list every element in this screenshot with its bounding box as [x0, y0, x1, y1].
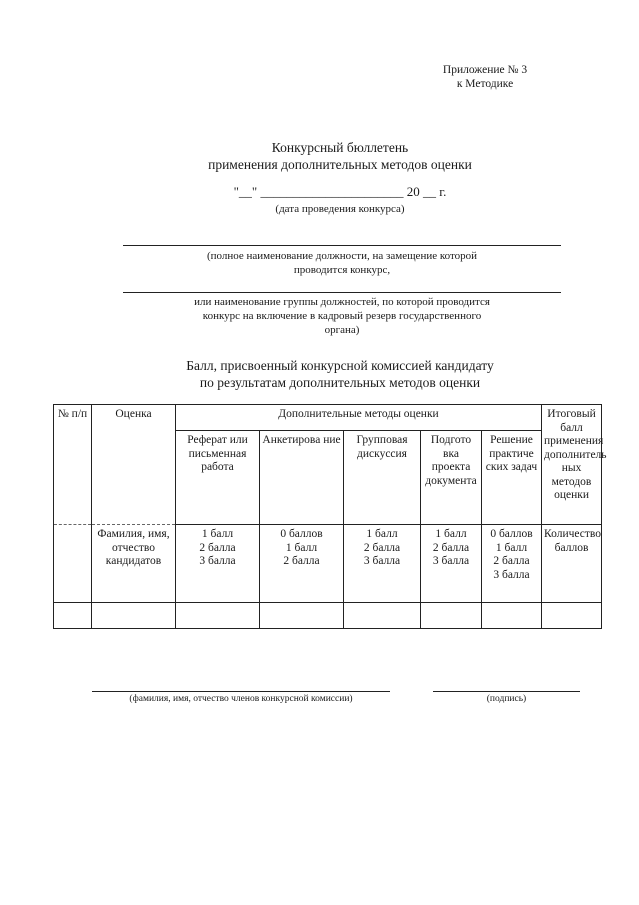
blank-cell [344, 603, 421, 629]
date-caption: (дата проведения конкурса) [275, 203, 405, 215]
appendix-line1: Приложение № 3 [442, 64, 528, 76]
position-caption-line2: проводится конкурс, [293, 264, 391, 276]
position-name-line [123, 245, 561, 246]
method-survey: Анкетирова ние [260, 431, 344, 525]
signature-line [433, 691, 580, 692]
score-essay: 1 балл 2 балла 3 балла [176, 525, 260, 603]
group-caption [123, 295, 561, 337]
score-total: Количество баллов [542, 525, 602, 603]
header-total: Итоговый балл применения дополнитель ных методов оценки [542, 405, 602, 525]
method-practical-tasks: Решение практиче ских задач [482, 431, 542, 525]
position-caption-line1: (полное наименование должности, на замещение которой [206, 250, 478, 262]
group-name-line [123, 292, 561, 293]
score-group-discussion: 1 балл 2 балла 3 балла [344, 525, 421, 603]
method-document-draft: Подгото вка проекта документа [421, 431, 482, 525]
row-label-candidates: Фамилия, имя, отчество кандидатов [92, 525, 176, 603]
appendix-label [410, 63, 560, 91]
blank-cell [54, 603, 92, 629]
commission-names-line [92, 691, 390, 692]
header-methods: Дополнительные методы оценки [176, 405, 542, 431]
score-survey: 0 баллов 1 балл 2 балла [260, 525, 344, 603]
score-table [53, 404, 607, 629]
appendix-line2: к Методике [456, 78, 514, 90]
group-caption-line3: органа) [324, 324, 360, 336]
title-line1: Конкурсный бюллетень [271, 140, 409, 155]
document-title [120, 139, 560, 173]
title-line2: применения дополнительных методов оценки [208, 157, 472, 172]
signature-caption: (подпись) [486, 694, 527, 704]
blank-cell [260, 603, 344, 629]
blank-cell [92, 603, 176, 629]
header-rating: Оценка [92, 405, 176, 525]
row-number-cell [54, 525, 92, 603]
score-heading [120, 357, 560, 391]
method-group-discussion: Групповая дискуссия [344, 431, 421, 525]
header-number: № п/п [54, 405, 92, 525]
position-caption [123, 249, 561, 277]
score-heading-line2: по результатам дополнительных методов оценки [199, 375, 481, 390]
score-heading-line1: Балл, присвоенный конкурсной комиссией кандидату [186, 358, 494, 373]
blank-cell [176, 603, 260, 629]
group-caption-line1: или наименование группы должностей, по которой проводится [194, 296, 490, 308]
commission-names-caption: (фамилия, имя, отчество членов конкурсной комиссии) [129, 694, 353, 704]
blank-cell [542, 603, 602, 629]
score-document-draft: 1 балл 2 балла 3 балла [421, 525, 482, 603]
blank-cell [421, 603, 482, 629]
method-essay: Реферат или письменная работа [176, 431, 260, 525]
blank-cell [482, 603, 542, 629]
score-practical-tasks: 0 баллов 1 балл 2 балла 3 балла [482, 525, 542, 603]
group-caption-line2: конкурс на включение в кадровый резерв государственного [202, 310, 482, 322]
date-line: "__" ______________________ 20 __ г. [233, 184, 447, 199]
